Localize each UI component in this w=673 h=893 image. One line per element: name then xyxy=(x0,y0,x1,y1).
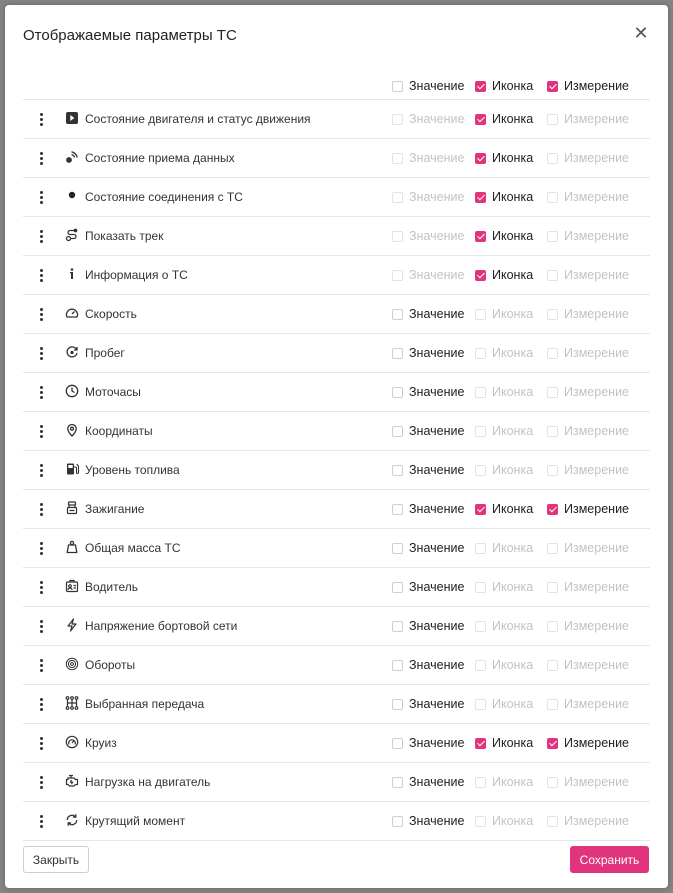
unit-checkbox[interactable] xyxy=(547,529,629,567)
driver-badge-icon xyxy=(65,579,79,593)
gear-shift-icon xyxy=(65,696,79,710)
parameter-row xyxy=(23,256,650,295)
checkbox-label: Измерение xyxy=(564,346,630,360)
parameter-label: Показать трек xyxy=(85,229,164,243)
checkbox-label: Измерение xyxy=(564,385,630,399)
checkbox-box[interactable] xyxy=(547,543,558,554)
drag-handle-icon[interactable] xyxy=(36,529,46,567)
ignition-icon xyxy=(65,501,79,515)
checkbox-box[interactable] xyxy=(547,621,558,632)
checkbox-label: Значение xyxy=(409,79,465,93)
parameter-label: Нагрузка на двигатель xyxy=(85,775,211,789)
checkbox-label: Значение xyxy=(409,502,465,516)
checkbox-label: Измерение xyxy=(564,79,630,93)
checkbox-box[interactable] xyxy=(547,738,558,749)
checkbox-box[interactable] xyxy=(475,387,486,398)
unit-checkbox[interactable] xyxy=(547,217,629,255)
checkbox-box[interactable] xyxy=(475,699,486,710)
icon-checkbox[interactable] xyxy=(475,451,533,489)
parameter-label: Скорость xyxy=(85,307,137,321)
parameter-row xyxy=(23,100,650,139)
icon-checkbox[interactable] xyxy=(475,490,533,528)
info-icon xyxy=(65,267,79,281)
unit-checkbox[interactable] xyxy=(547,295,629,333)
icon-checkbox[interactable] xyxy=(475,178,533,216)
checkbox-box[interactable] xyxy=(392,348,403,359)
checkbox-box[interactable] xyxy=(392,387,403,398)
drag-handle-icon[interactable] xyxy=(36,334,46,372)
drag-handle-icon[interactable] xyxy=(36,178,46,216)
checkbox-box[interactable] xyxy=(547,465,558,476)
value-checkbox[interactable] xyxy=(392,724,464,762)
checkbox-label: Измерение xyxy=(564,463,630,477)
checkbox-label: Значение xyxy=(409,190,465,204)
checkbox-label: Иконка xyxy=(492,736,534,750)
checkbox-label: Иконка xyxy=(492,346,534,360)
checkbox-label: Иконка xyxy=(492,151,534,165)
parameter-row xyxy=(23,373,650,412)
checkbox-label: Значение xyxy=(409,307,465,321)
checkbox-label: Значение xyxy=(409,151,465,165)
checkbox-label: Значение xyxy=(409,385,465,399)
mileage-icon xyxy=(65,345,79,359)
checkbox-box[interactable] xyxy=(547,81,558,92)
parameter-label: Выбранная передача xyxy=(85,697,205,711)
parameter-label: Состояние двигателя и статус движения xyxy=(85,112,311,126)
checkbox-box[interactable] xyxy=(475,348,486,359)
value-checkbox[interactable] xyxy=(392,685,464,723)
icon-checkbox[interactable] xyxy=(475,295,533,333)
checkbox-label: Иконка xyxy=(492,229,534,243)
checkbox-label: Иконка xyxy=(492,580,534,594)
icon-checkbox[interactable] xyxy=(475,217,533,255)
checkbox-box[interactable] xyxy=(475,504,486,515)
checkbox-box[interactable] xyxy=(392,270,403,281)
weight-icon xyxy=(65,540,79,554)
checkbox-label: Значение xyxy=(409,658,465,672)
drag-handle-icon[interactable] xyxy=(36,568,46,606)
parameter-row xyxy=(23,724,650,763)
header-row xyxy=(23,67,650,100)
drag-handle-icon[interactable] xyxy=(36,451,46,489)
checkbox-box[interactable] xyxy=(547,504,558,515)
checkbox-label: Значение xyxy=(409,346,465,360)
value-checkbox[interactable] xyxy=(392,412,464,450)
close-icon[interactable]: ✕ xyxy=(633,23,649,43)
checkbox-label: Иконка xyxy=(492,658,534,672)
unit-checkbox[interactable] xyxy=(547,646,629,684)
checkbox-box[interactable] xyxy=(547,582,558,593)
parameter-label: Уровень топлива xyxy=(85,463,180,477)
checkbox-box[interactable] xyxy=(547,192,558,203)
checkbox-box[interactable] xyxy=(392,621,403,632)
value-checkbox[interactable] xyxy=(392,139,464,177)
checkbox-label: Измерение xyxy=(564,190,630,204)
parameter-row xyxy=(23,451,650,490)
checkbox-box[interactable] xyxy=(392,816,403,827)
checkbox-label: Значение xyxy=(409,424,465,438)
checkbox-label: Иконка xyxy=(492,268,534,282)
drag-handle-icon[interactable] xyxy=(36,802,46,840)
checkbox-label: Иконка xyxy=(492,697,534,711)
checkbox-label: Иконка xyxy=(492,775,534,789)
checkbox-label: Измерение xyxy=(564,658,630,672)
value-checkbox[interactable] xyxy=(392,646,464,684)
parameter-row xyxy=(23,217,650,256)
checkbox-label: Измерение xyxy=(564,151,630,165)
checkbox-label: Значение xyxy=(409,268,465,282)
parameter-label: Состояние соединения с ТС xyxy=(85,190,243,204)
checkbox-box[interactable] xyxy=(392,504,403,515)
checkbox-label: Иконка xyxy=(492,112,534,126)
checkbox-box[interactable] xyxy=(392,660,403,671)
checkbox-label: Иконка xyxy=(492,541,534,555)
icon-checkbox[interactable] xyxy=(475,100,533,138)
signal-icon xyxy=(65,150,79,164)
checkbox-label: Измерение xyxy=(564,736,630,750)
checkbox-box[interactable] xyxy=(392,309,403,320)
parameter-label: Координаты xyxy=(85,424,153,438)
checkbox-box[interactable] xyxy=(392,81,403,92)
parameter-row xyxy=(23,763,650,802)
drag-handle-icon[interactable] xyxy=(36,607,46,645)
icon-checkbox[interactable] xyxy=(475,685,533,723)
checkbox-box[interactable] xyxy=(475,114,486,125)
parameter-label: Круиз xyxy=(85,736,117,750)
value-checkbox[interactable] xyxy=(392,373,464,411)
value-checkbox[interactable] xyxy=(392,529,464,567)
icon-checkbox[interactable] xyxy=(475,802,533,840)
unit-checkbox[interactable] xyxy=(547,178,629,216)
drag-handle-icon[interactable] xyxy=(36,217,46,255)
checkbox-label: Иконка xyxy=(492,463,534,477)
unit-checkbox[interactable] xyxy=(547,802,629,840)
parameter-row xyxy=(23,139,650,178)
checkbox-label: Иконка xyxy=(492,814,534,828)
parameter-row xyxy=(23,685,650,724)
value-checkbox[interactable] xyxy=(392,490,464,528)
checkbox-label: Значение xyxy=(409,814,465,828)
unit-checkbox[interactable] xyxy=(547,568,629,606)
checkbox-box[interactable] xyxy=(475,309,486,320)
icon-checkbox[interactable] xyxy=(475,334,533,372)
cruise-icon xyxy=(65,735,79,749)
drag-handle-icon[interactable] xyxy=(36,763,46,801)
parameter-label: Состояние приема данных xyxy=(85,151,235,165)
value-checkbox[interactable] xyxy=(392,451,464,489)
checkbox-box[interactable] xyxy=(547,231,558,242)
route-icon xyxy=(65,228,79,242)
checkbox-box[interactable] xyxy=(547,348,558,359)
checkbox-label: Значение xyxy=(409,112,465,126)
unit-checkbox[interactable] xyxy=(547,256,629,294)
icon-checkbox[interactable] xyxy=(475,529,533,567)
checkbox-box[interactable] xyxy=(547,309,558,320)
checkbox-box[interactable] xyxy=(392,738,403,749)
checkbox-box[interactable] xyxy=(475,153,486,164)
checkbox-box[interactable] xyxy=(547,816,558,827)
value-checkbox[interactable] xyxy=(392,178,464,216)
lightning-icon xyxy=(65,618,79,632)
checkbox-label: Измерение xyxy=(564,424,630,438)
value-checkbox[interactable] xyxy=(392,334,464,372)
value-checkbox[interactable] xyxy=(392,295,464,333)
icon-checkbox[interactable] xyxy=(475,607,533,645)
checkbox-box[interactable] xyxy=(392,543,403,554)
checkbox-box[interactable] xyxy=(475,660,486,671)
checkbox-box[interactable] xyxy=(475,426,486,437)
checkbox-label: Измерение xyxy=(564,229,630,243)
drag-handle-icon[interactable] xyxy=(36,373,46,411)
checkbox-label: Значение xyxy=(409,775,465,789)
checkbox-label: Измерение xyxy=(564,619,630,633)
unit-checkbox[interactable] xyxy=(547,139,629,177)
checkbox-box[interactable] xyxy=(475,231,486,242)
checkbox-label: Значение xyxy=(409,619,465,633)
unit-checkbox[interactable] xyxy=(547,334,629,372)
parameter-label: Напряжение бортовой сети xyxy=(85,619,238,633)
checkbox-label: Значение xyxy=(409,736,465,750)
icon-checkbox[interactable] xyxy=(475,139,533,177)
clock-icon xyxy=(65,384,79,398)
checkbox-label: Измерение xyxy=(564,580,630,594)
checkbox-label: Измерение xyxy=(564,814,630,828)
unit-checkbox[interactable] xyxy=(547,607,629,645)
checkbox-label: Значение xyxy=(409,463,465,477)
checkbox-box[interactable] xyxy=(392,699,403,710)
parameter-label: Обороты xyxy=(85,658,136,672)
checkbox-box[interactable] xyxy=(475,738,486,749)
checkbox-label: Измерение xyxy=(564,697,630,711)
parameter-label: Водитель xyxy=(85,580,139,594)
icon-checkbox[interactable] xyxy=(475,724,533,762)
dot-icon xyxy=(65,189,79,203)
value-checkbox[interactable] xyxy=(392,256,464,294)
checkbox-label: Иконка xyxy=(492,502,534,516)
checkbox-label: Значение xyxy=(409,697,465,711)
drag-handle-icon[interactable] xyxy=(36,100,46,138)
checkbox-box[interactable] xyxy=(475,270,486,281)
icon-checkbox[interactable] xyxy=(475,373,533,411)
drag-handle-icon[interactable] xyxy=(36,139,46,177)
parameter-label: Общая масса ТС xyxy=(85,541,181,555)
parameter-row xyxy=(23,529,650,568)
drag-handle-icon[interactable] xyxy=(36,256,46,294)
checkbox-box[interactable] xyxy=(475,777,486,788)
checkbox-label: Измерение xyxy=(564,268,630,282)
parameter-label: Зажигание xyxy=(85,502,145,516)
parameter-row xyxy=(23,607,650,646)
checkbox-box[interactable] xyxy=(547,660,558,671)
checkbox-label: Значение xyxy=(409,580,465,594)
value-checkbox[interactable] xyxy=(392,568,464,606)
checkbox-label: Значение xyxy=(409,229,465,243)
checkbox-label: Измерение xyxy=(564,502,630,516)
parameter-label: Пробег xyxy=(85,346,125,360)
checkbox-box[interactable] xyxy=(547,270,558,281)
checkbox-box[interactable] xyxy=(392,582,403,593)
parameter-row xyxy=(23,334,650,373)
drag-handle-icon[interactable] xyxy=(36,646,46,684)
checkbox-box[interactable] xyxy=(392,231,403,242)
parameter-row xyxy=(23,412,650,451)
unit-checkbox[interactable] xyxy=(547,490,629,528)
value-checkbox[interactable] xyxy=(392,607,464,645)
unit-checkbox[interactable] xyxy=(547,451,629,489)
parameter-list xyxy=(23,100,650,841)
checkbox-box[interactable] xyxy=(475,582,486,593)
value-checkbox[interactable] xyxy=(392,217,464,255)
checkbox-box[interactable] xyxy=(547,114,558,125)
checkbox-box[interactable] xyxy=(475,81,486,92)
icon-checkbox[interactable] xyxy=(475,256,533,294)
checkbox-box[interactable] xyxy=(547,426,558,437)
parameter-row xyxy=(23,802,650,841)
checkbox-label: Измерение xyxy=(564,541,630,555)
fuel-icon xyxy=(65,462,79,476)
parameters-dialog xyxy=(5,5,668,888)
checkbox-box[interactable] xyxy=(392,192,403,203)
icon-checkbox[interactable] xyxy=(475,412,533,450)
unit-checkbox[interactable] xyxy=(547,724,629,762)
checkbox-box[interactable] xyxy=(392,777,403,788)
close-button[interactable]: Закрыть xyxy=(23,846,89,873)
unit-checkbox[interactable] xyxy=(547,763,629,801)
value-checkbox[interactable] xyxy=(392,802,464,840)
play-icon xyxy=(65,111,79,125)
checkbox-box[interactable] xyxy=(475,816,486,827)
checkbox-box[interactable] xyxy=(392,153,403,164)
parameter-row xyxy=(23,295,650,334)
drag-handle-icon[interactable] xyxy=(36,295,46,333)
checkbox-box[interactable] xyxy=(392,426,403,437)
unit-checkbox[interactable] xyxy=(547,412,629,450)
rpm-icon xyxy=(65,657,79,671)
parameter-row xyxy=(23,646,650,685)
icon-checkbox[interactable] xyxy=(475,763,533,801)
checkbox-box[interactable] xyxy=(475,192,486,203)
checkbox-label: Иконка xyxy=(492,190,534,204)
checkbox-label: Значение xyxy=(409,541,465,555)
checkbox-box[interactable] xyxy=(547,387,558,398)
parameter-row xyxy=(23,568,650,607)
icon-checkbox[interactable] xyxy=(475,646,533,684)
checkbox-label: Иконка xyxy=(492,79,534,93)
checkbox-box[interactable] xyxy=(475,621,486,632)
drag-handle-icon[interactable] xyxy=(36,412,46,450)
unit-checkbox[interactable] xyxy=(547,685,629,723)
checkbox-label: Иконка xyxy=(492,307,534,321)
checkbox-box[interactable] xyxy=(475,465,486,476)
value-checkbox[interactable] xyxy=(392,100,464,138)
parameter-label: Крутящий момент xyxy=(85,814,186,828)
checkbox-label: Иконка xyxy=(492,385,534,399)
drag-handle-icon[interactable] xyxy=(36,685,46,723)
checkbox-box[interactable] xyxy=(547,153,558,164)
checkbox-box[interactable] xyxy=(547,699,558,710)
parameter-row xyxy=(23,490,650,529)
checkbox-box[interactable] xyxy=(475,543,486,554)
save-button[interactable]: Сохранить xyxy=(570,846,649,873)
icon-checkbox[interactable] xyxy=(475,568,533,606)
engine-load-icon xyxy=(65,774,79,788)
unit-checkbox[interactable] xyxy=(547,100,629,138)
parameter-label: Информация о ТС xyxy=(85,268,188,282)
torque-icon xyxy=(65,813,79,827)
checkbox-box[interactable] xyxy=(547,777,558,788)
value-checkbox[interactable] xyxy=(392,763,464,801)
checkbox-label: Измерение xyxy=(564,775,630,789)
checkbox-box[interactable] xyxy=(392,465,403,476)
drag-handle-icon[interactable] xyxy=(36,724,46,762)
checkbox-label: Измерение xyxy=(564,112,630,126)
drag-handle-icon[interactable] xyxy=(36,490,46,528)
parameter-row xyxy=(23,178,650,217)
speedometer-icon xyxy=(65,306,79,320)
checkbox-label: Иконка xyxy=(492,619,534,633)
checkbox-label: Измерение xyxy=(564,307,630,321)
parameter-label: Моточасы xyxy=(85,385,141,399)
dialog-title: Отображаемые параметры ТС xyxy=(23,27,237,44)
checkbox-label: Иконка xyxy=(492,424,534,438)
checkbox-box[interactable] xyxy=(392,114,403,125)
unit-checkbox[interactable] xyxy=(547,373,629,411)
location-pin-icon xyxy=(65,423,79,437)
